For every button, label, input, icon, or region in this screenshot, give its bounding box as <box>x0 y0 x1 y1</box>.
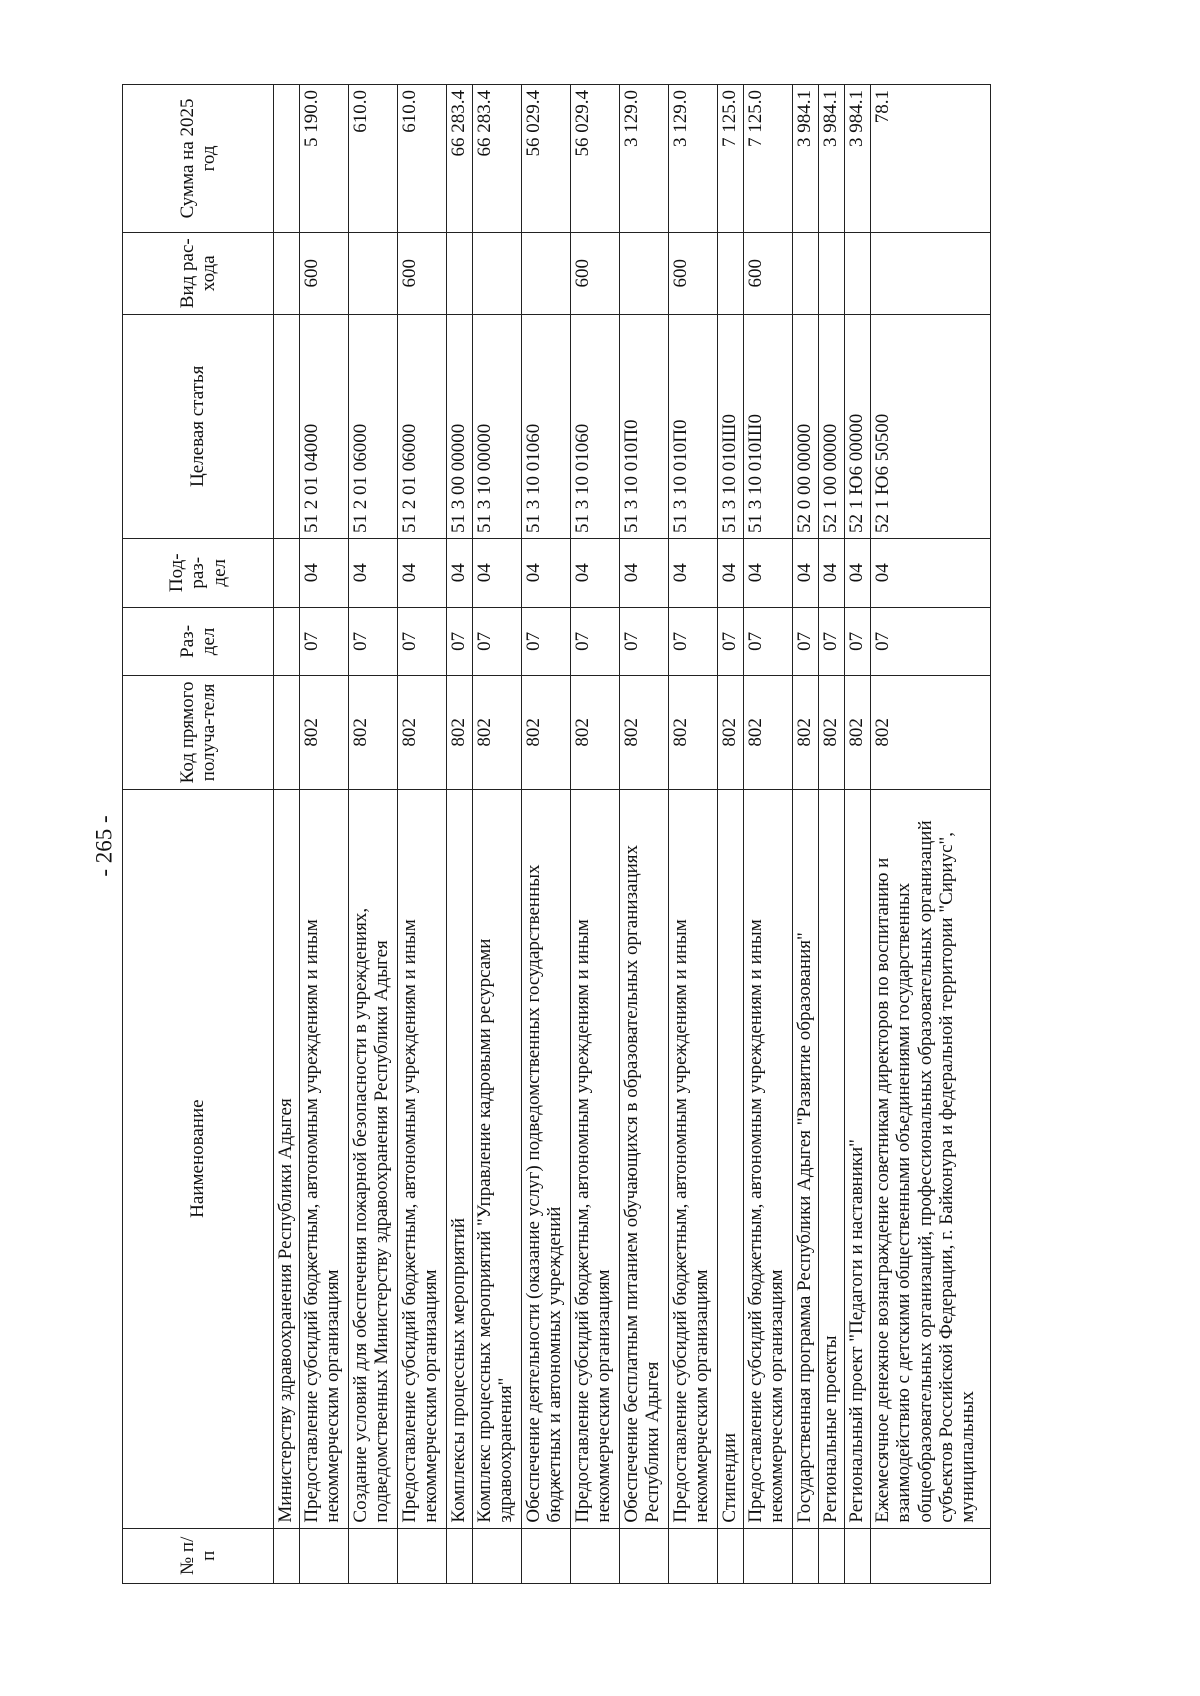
cell-section: 07 <box>473 607 522 676</box>
cell-expense-type <box>349 232 398 314</box>
cell-code <box>274 676 300 789</box>
header-subsection: Под-раз-дел <box>123 538 274 607</box>
table-row <box>819 85 845 1584</box>
table-header-row <box>123 85 274 1584</box>
cell-name: Региональные проекты <box>819 789 845 1528</box>
cell-section: 07 <box>669 607 718 676</box>
cell-name: Обеспечение бесплатным питанием обучающихся в образовательных организациях Республики Адыгея <box>620 789 669 1528</box>
cell-subsection: 04 <box>473 538 522 607</box>
cell-subsection: 04 <box>571 538 620 607</box>
cell-code: 802 <box>845 676 871 789</box>
cell-section: 07 <box>744 607 793 676</box>
cell-article: 52 1 Ю6 00000 <box>845 314 871 538</box>
cell-section: 07 <box>300 607 349 676</box>
cell-section: 07 <box>349 607 398 676</box>
cell-num <box>349 1528 398 1583</box>
header-code: Код прямого получа-теля <box>123 676 274 789</box>
page-number: - 265 - <box>91 815 117 877</box>
cell-subsection: 04 <box>845 538 871 607</box>
cell-expense-type: 600 <box>744 232 793 314</box>
cell-code: 802 <box>300 676 349 789</box>
header-expense-type: Вид рас-хода <box>123 232 274 314</box>
cell-article: 51 2 01 06000 <box>349 314 398 538</box>
cell-sum: 56 029.4 <box>522 85 571 233</box>
cell-sum: 56 029.4 <box>571 85 620 233</box>
header-name: Наименование <box>123 789 274 1528</box>
cell-expense-type <box>871 232 991 314</box>
cell-subsection: 04 <box>398 538 447 607</box>
cell-num <box>571 1528 620 1583</box>
cell-sum: 3 129.0 <box>669 85 718 233</box>
cell-name: Предоставление субсидий бюджетным, автономным учреждениям и иным некоммерческим организациям <box>300 789 349 1528</box>
table-row <box>398 85 447 1584</box>
cell-code: 802 <box>473 676 522 789</box>
cell-name: Предоставление субсидий бюджетным, автономным учреждениям и иным некоммерческим организациям <box>571 789 620 1528</box>
cell-expense-type <box>447 232 473 314</box>
cell-code: 802 <box>819 676 845 789</box>
cell-section: 07 <box>793 607 819 676</box>
cell-subsection: 04 <box>522 538 571 607</box>
rotated-page-content <box>122 84 1112 1584</box>
cell-expense-type: 600 <box>300 232 349 314</box>
cell-code: 802 <box>522 676 571 789</box>
cell-name: Ежемесячное денежное вознаграждение советникам директоров по воспитанию и взаимодействию с детскими общественными объединениями государственных общеобразовательных организаций, профессиональных образовательных организаций субъектов Российской Федерации, г. Байконура и федеральной территории "Сириус", муниципальных <box>871 789 991 1528</box>
cell-expense-type <box>793 232 819 314</box>
cell-section: 07 <box>845 607 871 676</box>
cell-sum: 66 283.4 <box>473 85 522 233</box>
cell-expense-type <box>718 232 744 314</box>
table-row <box>871 85 991 1584</box>
cell-section: 07 <box>718 607 744 676</box>
cell-subsection: 04 <box>349 538 398 607</box>
cell-sum: 66 283.4 <box>447 85 473 233</box>
cell-article: 51 3 10 010Ш0 <box>744 314 793 538</box>
cell-code: 802 <box>718 676 744 789</box>
cell-section: 07 <box>447 607 473 676</box>
cell-sum: 3 984.1 <box>793 85 819 233</box>
table-row <box>300 85 349 1584</box>
cell-num <box>718 1528 744 1583</box>
cell-article: 52 1 00 00000 <box>819 314 845 538</box>
cell-section: 07 <box>871 607 991 676</box>
cell-num <box>447 1528 473 1583</box>
cell-num <box>845 1528 871 1583</box>
cell-sum <box>274 85 300 233</box>
cell-article: 52 1 Ю6 50500 <box>871 314 991 538</box>
cell-subsection: 04 <box>793 538 819 607</box>
table-row <box>349 85 398 1584</box>
cell-name: Создание условий для обеспечения пожарной безопасности в учреждениях, подведомственных Министерству здравоохранения Республики Адыгея <box>349 789 398 1528</box>
cell-num <box>300 1528 349 1583</box>
cell-sum: 610.0 <box>349 85 398 233</box>
cell-article: 51 3 10 010П0 <box>669 314 718 538</box>
table-row <box>845 85 871 1584</box>
cell-code: 802 <box>398 676 447 789</box>
cell-code: 802 <box>744 676 793 789</box>
cell-expense-type <box>473 232 522 314</box>
cell-subsection: 04 <box>300 538 349 607</box>
header-section: Раз-дел <box>123 607 274 676</box>
cell-sum: 5 190.0 <box>300 85 349 233</box>
cell-num <box>274 1528 300 1583</box>
cell-subsection: 04 <box>819 538 845 607</box>
cell-expense-type <box>620 232 669 314</box>
cell-section <box>274 607 300 676</box>
cell-sum: 78.1 <box>871 85 991 233</box>
cell-subsection: 04 <box>718 538 744 607</box>
cell-name: Комплекс процессных мероприятий "Управление кадровыми ресурсами здравоохранения" <box>473 789 522 1528</box>
table-row <box>669 85 718 1584</box>
cell-subsection: 04 <box>871 538 991 607</box>
table-row <box>522 85 571 1584</box>
cell-expense-type: 600 <box>669 232 718 314</box>
table-row <box>274 85 300 1584</box>
cell-name: Стипендии <box>718 789 744 1528</box>
header-sum: Сумма на 2025 год <box>123 85 274 233</box>
cell-name: Министерству здравоохранения Республики Адыгея <box>274 789 300 1528</box>
cell-article: 51 3 10 01060 <box>571 314 620 538</box>
header-article: Целевая статья <box>123 314 274 538</box>
cell-code: 802 <box>620 676 669 789</box>
table-row <box>744 85 793 1584</box>
cell-article <box>274 314 300 538</box>
cell-sum: 610.0 <box>398 85 447 233</box>
cell-article: 51 3 00 00000 <box>447 314 473 538</box>
cell-num <box>871 1528 991 1583</box>
cell-expense-type: 600 <box>398 232 447 314</box>
cell-code: 802 <box>793 676 819 789</box>
table-row <box>620 85 669 1584</box>
table-row <box>793 85 819 1584</box>
cell-article: 51 3 10 010П0 <box>620 314 669 538</box>
cell-name: Предоставление субсидий бюджетным, автономным учреждениям и иным некоммерческим организациям <box>744 789 793 1528</box>
header-num: № п/п <box>123 1528 274 1583</box>
cell-section: 07 <box>571 607 620 676</box>
table-row <box>447 85 473 1584</box>
cell-subsection: 04 <box>669 538 718 607</box>
cell-num <box>793 1528 819 1583</box>
cell-code: 802 <box>571 676 620 789</box>
cell-num <box>669 1528 718 1583</box>
budget-table <box>122 84 991 1584</box>
cell-expense-type <box>845 232 871 314</box>
cell-section: 07 <box>819 607 845 676</box>
cell-code: 802 <box>669 676 718 789</box>
cell-article: 51 2 01 04000 <box>300 314 349 538</box>
table-row <box>571 85 620 1584</box>
cell-expense-type <box>819 232 845 314</box>
cell-code: 802 <box>871 676 991 789</box>
cell-subsection <box>274 538 300 607</box>
table-row <box>473 85 522 1584</box>
cell-num <box>744 1528 793 1583</box>
cell-section: 07 <box>398 607 447 676</box>
cell-subsection: 04 <box>620 538 669 607</box>
cell-num <box>522 1528 571 1583</box>
table-body <box>274 85 991 1584</box>
cell-sum: 3 984.1 <box>845 85 871 233</box>
cell-article: 52 0 00 00000 <box>793 314 819 538</box>
cell-name: Обеспечение деятельности (оказание услуг) подведомственных государственных бюджетных и автономных учреждений <box>522 789 571 1528</box>
cell-code: 802 <box>447 676 473 789</box>
cell-article: 51 3 10 010Ш0 <box>718 314 744 538</box>
cell-sum: 7 125.0 <box>744 85 793 233</box>
cell-num <box>620 1528 669 1583</box>
cell-article: 51 3 10 01060 <box>522 314 571 538</box>
cell-code: 802 <box>349 676 398 789</box>
cell-section: 07 <box>522 607 571 676</box>
table-row <box>718 85 744 1584</box>
cell-name: Предоставление субсидий бюджетным, автономным учреждениям и иным некоммерческим организациям <box>398 789 447 1528</box>
cell-name: Государственная программа Республики Адыгея "Развитие образования" <box>793 789 819 1528</box>
cell-expense-type: 600 <box>571 232 620 314</box>
cell-sum: 3 984.1 <box>819 85 845 233</box>
cell-num <box>398 1528 447 1583</box>
cell-num <box>473 1528 522 1583</box>
cell-name: Предоставление субсидий бюджетным, автономным учреждениям и иным некоммерческим организациям <box>669 789 718 1528</box>
cell-subsection: 04 <box>744 538 793 607</box>
cell-name: Комплексы процессных мероприятий <box>447 789 473 1528</box>
cell-section: 07 <box>620 607 669 676</box>
cell-article: 51 3 10 00000 <box>473 314 522 538</box>
cell-sum: 3 129.0 <box>620 85 669 233</box>
cell-expense-type <box>274 232 300 314</box>
cell-name: Региональный проект "Педагоги и наставники" <box>845 789 871 1528</box>
cell-num <box>819 1528 845 1583</box>
cell-subsection: 04 <box>447 538 473 607</box>
cell-article: 51 2 01 06000 <box>398 314 447 538</box>
cell-expense-type <box>522 232 571 314</box>
cell-sum: 7 125.0 <box>718 85 744 233</box>
